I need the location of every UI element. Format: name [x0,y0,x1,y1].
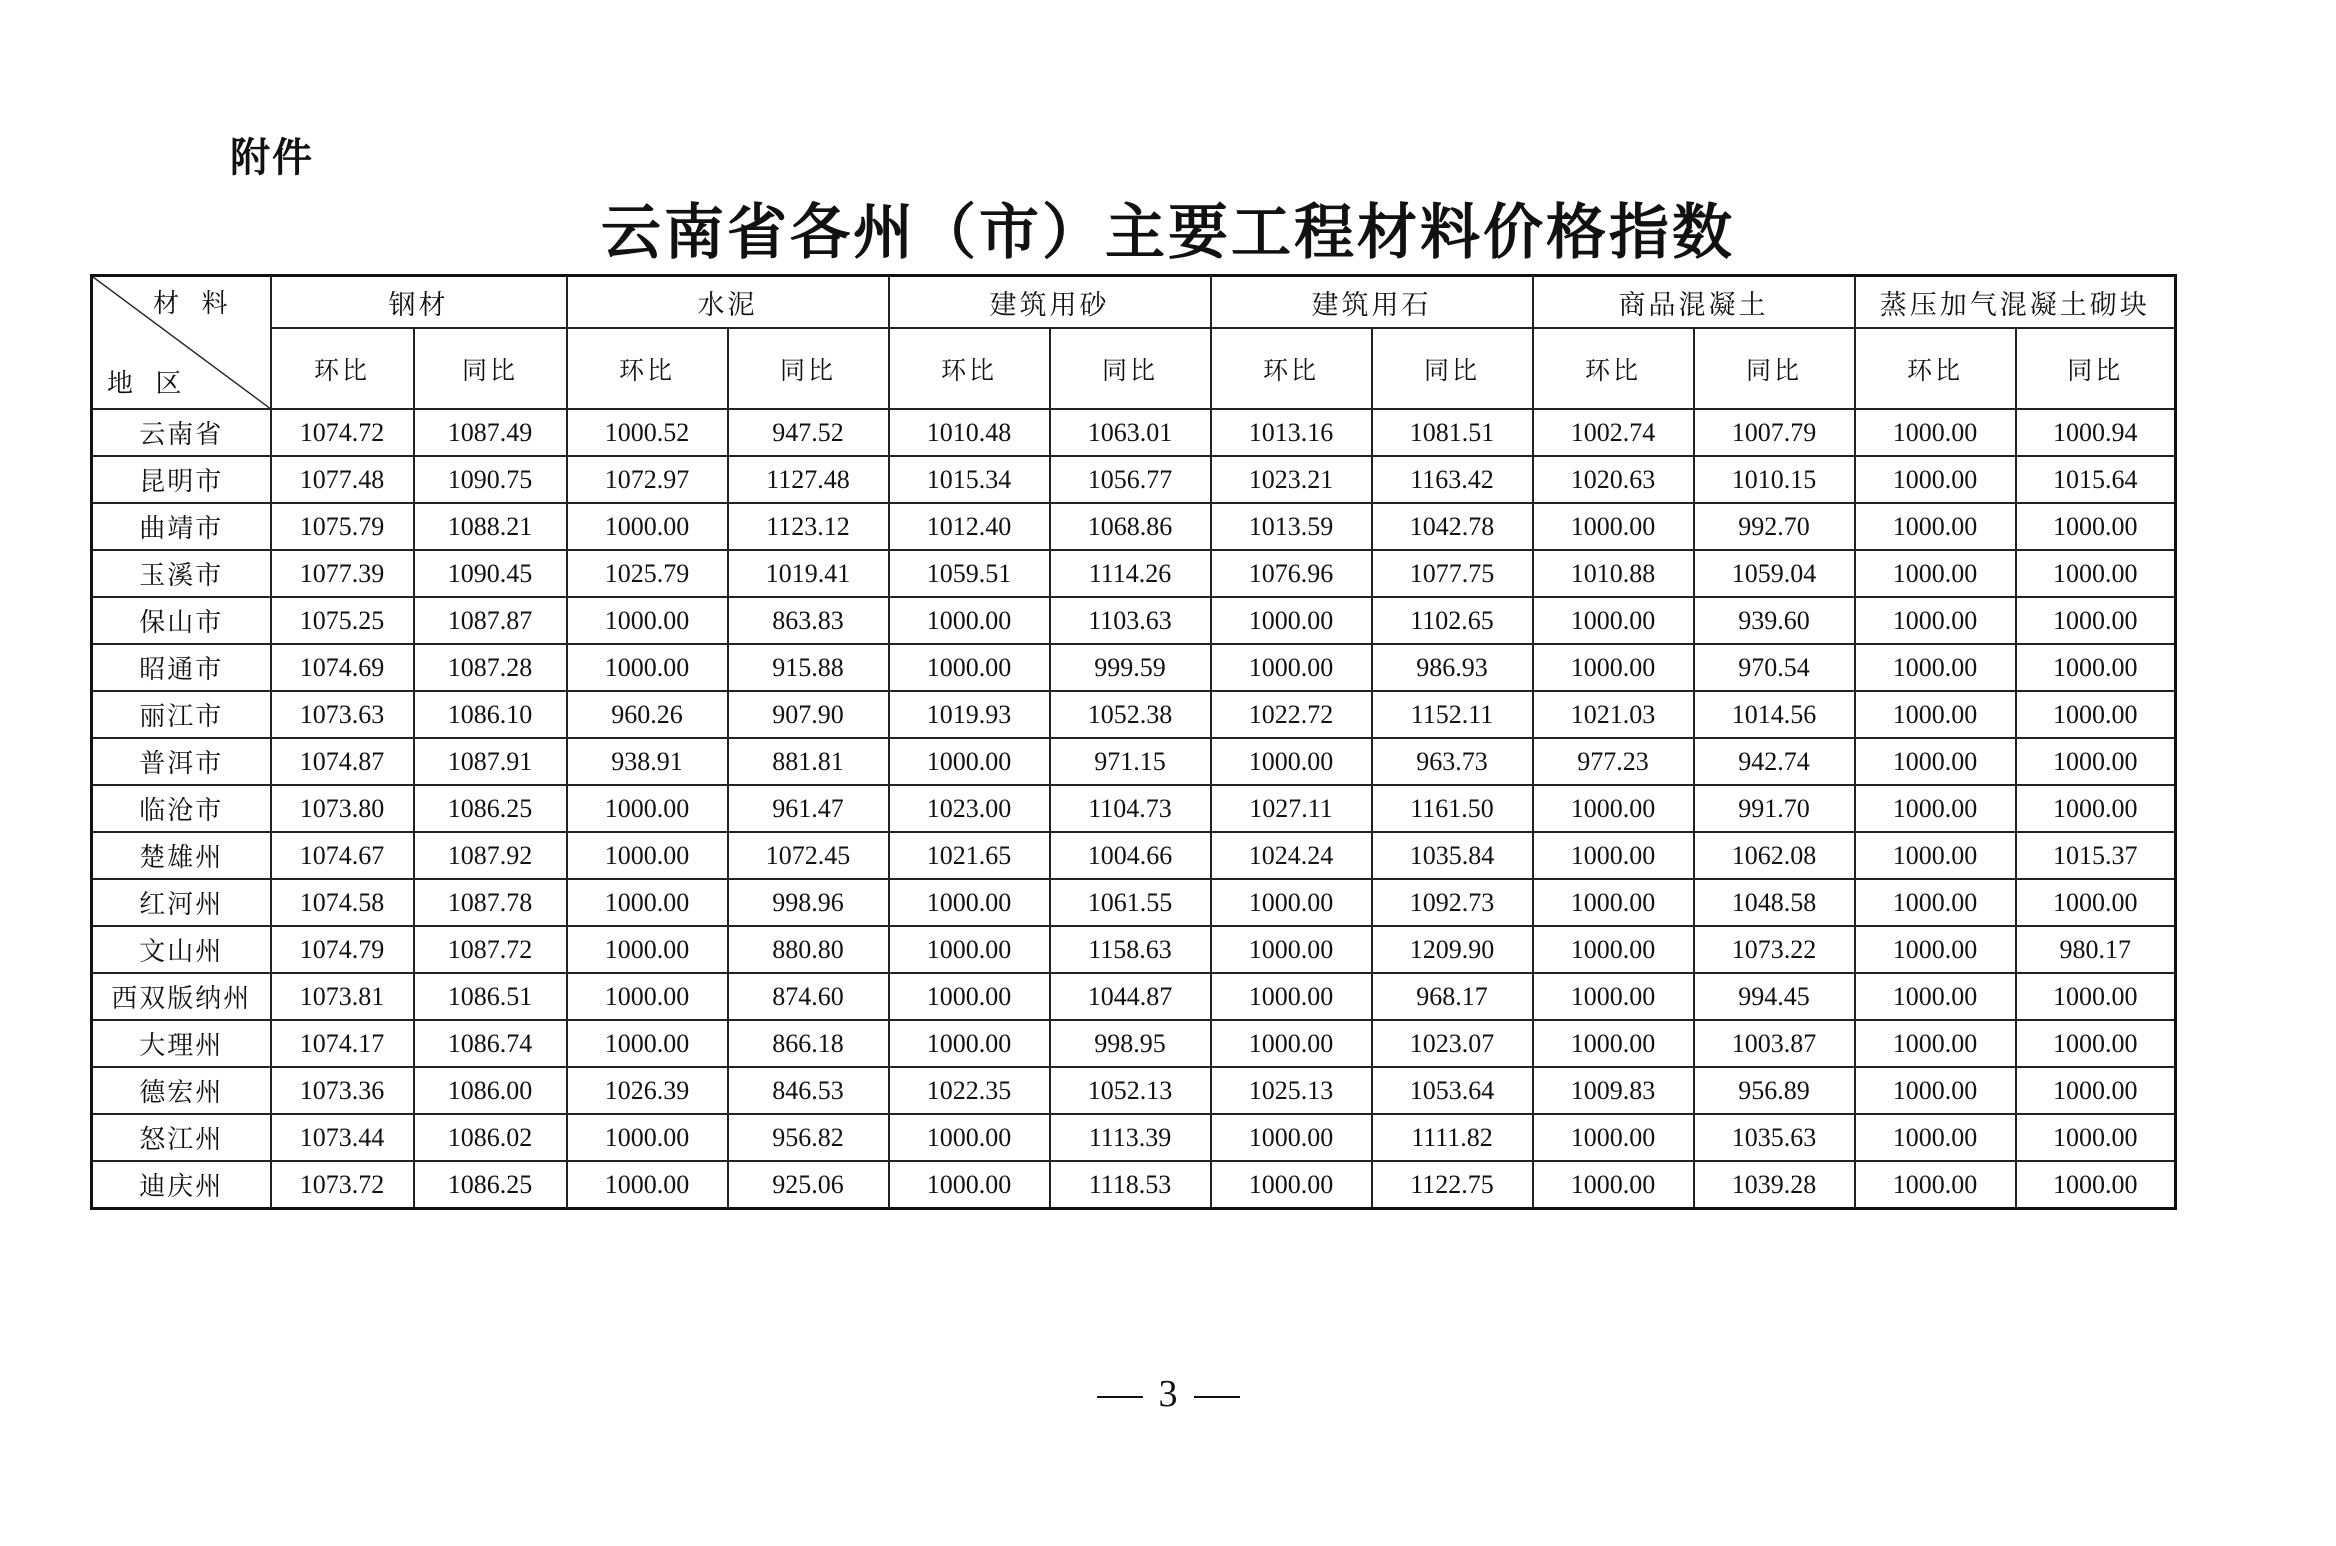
value-cell: 1086.25 [414,1161,567,1209]
value-cell: 939.60 [1694,597,1855,644]
value-cell: 1059.51 [889,550,1050,597]
value-cell: 938.91 [567,738,728,785]
region-cell: 大理州 [92,1020,271,1067]
value-cell: 1022.72 [1211,691,1372,738]
value-cell: 1102.65 [1372,597,1533,644]
value-cell: 971.15 [1050,738,1211,785]
value-cell: 1025.79 [567,550,728,597]
value-cell: 1088.21 [414,503,567,550]
region-cell: 文山州 [92,926,271,973]
table-row [92,1067,2176,1114]
value-cell: 1000.00 [567,973,728,1020]
region-cell: 西双版纳州 [92,973,271,1020]
value-cell: 1068.86 [1050,503,1211,550]
subheader-yoy: 同比 [728,328,889,409]
value-cell: 1020.63 [1533,456,1694,503]
value-cell: 1021.03 [1533,691,1694,738]
value-cell: 1000.00 [2016,550,2176,597]
subheader-mom: 环比 [1533,328,1694,409]
value-cell: 1026.39 [567,1067,728,1114]
page-title: 云南省各州（市）主要工程材料价格指数 [601,198,1735,268]
value-cell: 915.88 [728,644,889,691]
value-cell: 1000.00 [889,879,1050,926]
subheader-mom: 环比 [567,328,728,409]
value-cell: 1000.00 [1533,973,1694,1020]
material-header: 水泥 [567,276,889,329]
subheader-mom: 环比 [1211,328,1372,409]
value-cell: 1000.00 [889,1161,1050,1209]
value-cell: 1010.88 [1533,550,1694,597]
value-cell: 1000.00 [567,1114,728,1161]
value-cell: 1000.00 [1533,926,1694,973]
value-cell: 1074.79 [271,926,414,973]
value-cell: 1086.02 [414,1114,567,1161]
table-row [92,503,2176,550]
value-cell: 1000.00 [1855,1067,2016,1114]
value-cell: 1092.73 [1372,879,1533,926]
value-cell: 880.80 [728,926,889,973]
value-cell: 1024.24 [1211,832,1372,879]
value-cell: 1000.00 [2016,597,2176,644]
value-cell: 1000.00 [567,503,728,550]
value-cell: 1074.87 [271,738,414,785]
value-cell: 1000.00 [889,738,1050,785]
value-cell: 1000.00 [2016,785,2176,832]
region-cell: 红河州 [92,879,271,926]
value-cell: 1074.58 [271,879,414,926]
value-cell: 1158.63 [1050,926,1211,973]
value-cell: 986.93 [1372,644,1533,691]
value-cell: 1118.53 [1050,1161,1211,1209]
subheader-mom: 环比 [889,328,1050,409]
value-cell: 1000.00 [2016,1114,2176,1161]
value-cell: 863.83 [728,597,889,644]
value-cell: 1048.58 [1694,879,1855,926]
value-cell: 1000.00 [567,879,728,926]
value-cell: 1000.00 [1855,1114,2016,1161]
value-cell: 1039.28 [1694,1161,1855,1209]
value-cell: 998.95 [1050,1020,1211,1067]
value-cell: 1000.00 [889,973,1050,1020]
value-cell: 1000.00 [2016,738,2176,785]
value-cell: 1021.65 [889,832,1050,879]
region-cell: 丽江市 [92,691,271,738]
value-cell: 1000.00 [567,832,728,879]
value-cell: 1087.28 [414,644,567,691]
value-cell: 942.74 [1694,738,1855,785]
region-cell: 昭通市 [92,644,271,691]
region-cell: 普洱市 [92,738,271,785]
value-cell: 1000.00 [1533,785,1694,832]
value-cell: 1000.00 [2016,1020,2176,1067]
table-row [92,1114,2176,1161]
subheader-row [92,328,2176,409]
value-cell: 1027.11 [1211,785,1372,832]
value-cell: 961.47 [728,785,889,832]
value-cell: 1000.00 [1533,1161,1694,1209]
value-cell: 1000.00 [1855,926,2016,973]
corner-header-cell [92,276,271,410]
value-cell: 1000.00 [1533,644,1694,691]
value-cell: 1009.83 [1533,1067,1694,1114]
value-cell: 1087.72 [414,926,567,973]
value-cell: 1004.66 [1050,832,1211,879]
value-cell: 1000.00 [2016,879,2176,926]
value-cell: 1152.11 [1372,691,1533,738]
value-cell: 881.81 [728,738,889,785]
value-cell: 1000.00 [1211,644,1372,691]
value-cell: 1086.10 [414,691,567,738]
region-cell: 临沧市 [92,785,271,832]
value-cell: 1000.00 [1855,973,2016,1020]
material-header: 钢材 [271,276,567,329]
value-cell: 999.59 [1050,644,1211,691]
value-cell: 1000.00 [889,1020,1050,1067]
value-cell: 1000.00 [889,1114,1050,1161]
value-cell: 1075.79 [271,503,414,550]
value-cell: 1086.25 [414,785,567,832]
value-cell: 1087.92 [414,832,567,879]
table-row [92,1020,2176,1067]
value-cell: 1086.00 [414,1067,567,1114]
value-cell: 1087.78 [414,879,567,926]
value-cell: 1000.00 [1211,597,1372,644]
value-cell: 1000.00 [1211,973,1372,1020]
value-cell: 1114.26 [1050,550,1211,597]
value-cell: 1000.52 [567,409,728,456]
corner-material-label: 材 料 [152,289,236,318]
value-cell: 1000.00 [1855,832,2016,879]
value-cell: 1052.13 [1050,1067,1211,1114]
value-cell: 1000.00 [1211,879,1372,926]
value-cell: 1023.21 [1211,456,1372,503]
value-cell: 1061.55 [1050,879,1211,926]
value-cell: 1163.42 [1372,456,1533,503]
value-cell: 1081.51 [1372,409,1533,456]
value-cell: 1073.36 [271,1067,414,1114]
value-cell: 1000.00 [2016,1067,2176,1114]
material-header: 建筑用石 [1211,276,1533,329]
attachment-label: 附件 [230,135,314,181]
value-cell: 1015.37 [2016,832,2176,879]
table-row [92,550,2176,597]
value-cell: 1090.45 [414,550,567,597]
value-cell: 874.60 [728,973,889,1020]
material-header: 蒸压加气混凝土砌块 [1855,276,2176,329]
table-row [92,738,2176,785]
value-cell: 998.96 [728,879,889,926]
value-cell: 846.53 [728,1067,889,1114]
region-cell: 云南省 [92,409,271,456]
value-cell: 992.70 [1694,503,1855,550]
value-cell: 1056.77 [1050,456,1211,503]
value-cell: 1073.22 [1694,926,1855,973]
value-cell: 1000.00 [1855,456,2016,503]
value-cell: 1076.96 [1211,550,1372,597]
value-cell: 1003.87 [1694,1020,1855,1067]
value-cell: 1014.56 [1694,691,1855,738]
value-cell: 1161.50 [1372,785,1533,832]
value-cell: 1000.00 [1211,1161,1372,1209]
value-cell: 963.73 [1372,738,1533,785]
value-cell: 1090.75 [414,456,567,503]
value-cell: 1000.00 [1533,832,1694,879]
material-header: 商品混凝土 [1533,276,1855,329]
page-number [0,1372,2336,1416]
value-cell: 1015.34 [889,456,1050,503]
value-cell: 994.45 [1694,973,1855,1020]
region-cell: 玉溪市 [92,550,271,597]
table-row [92,409,2176,456]
value-cell: 980.17 [2016,926,2176,973]
value-cell: 968.17 [1372,973,1533,1020]
value-cell: 991.70 [1694,785,1855,832]
value-cell: 1087.49 [414,409,567,456]
value-cell: 1086.51 [414,973,567,1020]
value-cell: 1019.41 [728,550,889,597]
value-cell: 1073.72 [271,1161,414,1209]
value-cell: 1087.91 [414,738,567,785]
value-cell: 1000.00 [1855,1020,2016,1067]
table-row [92,597,2176,644]
value-cell: 1077.75 [1372,550,1533,597]
material-header-row [92,276,2176,329]
value-cell: 1072.45 [728,832,889,879]
table-row [92,456,2176,503]
value-cell: 1000.00 [1855,644,2016,691]
value-cell: 1035.63 [1694,1114,1855,1161]
region-cell: 昆明市 [92,456,271,503]
value-cell: 1013.16 [1211,409,1372,456]
value-cell: 1111.82 [1372,1114,1533,1161]
page-dash-left [1097,1396,1143,1398]
value-cell: 1025.13 [1211,1067,1372,1114]
value-cell: 1000.00 [1855,879,2016,926]
value-cell: 1074.17 [271,1020,414,1067]
value-cell: 1063.01 [1050,409,1211,456]
value-cell: 1104.73 [1050,785,1211,832]
value-cell: 1010.15 [1694,456,1855,503]
subheader-yoy: 同比 [1372,328,1533,409]
subheader-mom: 环比 [271,328,414,409]
value-cell: 1000.00 [1533,1020,1694,1067]
value-cell: 1053.64 [1372,1067,1533,1114]
value-cell: 1000.00 [1855,1161,2016,1209]
value-cell: 1073.81 [271,973,414,1020]
value-cell: 1000.00 [889,644,1050,691]
value-cell: 1074.72 [271,409,414,456]
value-cell: 1073.44 [271,1114,414,1161]
value-cell: 1000.00 [1533,503,1694,550]
table-row [92,832,2176,879]
subheader-yoy: 同比 [1694,328,1855,409]
value-cell: 1000.00 [567,1020,728,1067]
value-cell: 1000.00 [2016,644,2176,691]
value-cell: 1015.64 [2016,456,2176,503]
price-index-table [90,274,2177,1210]
table-row [92,1161,2176,1209]
subheader-yoy: 同比 [2016,328,2176,409]
value-cell: 1019.93 [889,691,1050,738]
value-cell: 1000.00 [889,926,1050,973]
value-cell: 1062.08 [1694,832,1855,879]
value-cell: 1077.39 [271,550,414,597]
value-cell: 1074.69 [271,644,414,691]
value-cell: 1000.00 [1855,738,2016,785]
value-cell: 1023.00 [889,785,1050,832]
value-cell: 1012.40 [889,503,1050,550]
value-cell: 1010.48 [889,409,1050,456]
value-cell: 956.89 [1694,1067,1855,1114]
value-cell: 1127.48 [728,456,889,503]
table-row [92,691,2176,738]
value-cell: 1122.75 [1372,1161,1533,1209]
value-cell: 1000.94 [2016,409,2176,456]
value-cell: 1000.00 [1211,926,1372,973]
value-cell: 1086.74 [414,1020,567,1067]
value-cell: 1075.25 [271,597,414,644]
value-cell: 956.82 [728,1114,889,1161]
region-cell: 德宏州 [92,1067,271,1114]
page-dash-right [1194,1396,1240,1398]
value-cell: 1007.79 [1694,409,1855,456]
value-cell: 1000.00 [2016,1161,2176,1209]
value-cell: 1044.87 [1050,973,1211,1020]
value-cell: 866.18 [728,1020,889,1067]
value-cell: 1023.07 [1372,1020,1533,1067]
value-cell: 925.06 [728,1161,889,1209]
value-cell: 1123.12 [728,503,889,550]
page-number-value: 3 [1158,1373,1178,1415]
value-cell: 907.90 [728,691,889,738]
table-row [92,785,2176,832]
value-cell: 1073.80 [271,785,414,832]
value-cell: 1000.00 [1855,691,2016,738]
subheader-mom: 环比 [1855,328,2016,409]
region-cell: 怒江州 [92,1114,271,1161]
value-cell: 1013.59 [1211,503,1372,550]
value-cell: 1000.00 [1533,597,1694,644]
region-cell: 迪庆州 [92,1161,271,1209]
value-cell: 1000.00 [567,1161,728,1209]
region-cell: 楚雄州 [92,832,271,879]
value-cell: 1000.00 [1855,503,2016,550]
table-row [92,879,2176,926]
value-cell: 1000.00 [1855,597,2016,644]
value-cell: 1072.97 [567,456,728,503]
value-cell: 1074.67 [271,832,414,879]
value-cell: 1000.00 [2016,503,2176,550]
value-cell: 1000.00 [567,926,728,973]
value-cell: 1000.00 [1533,1114,1694,1161]
table-row [92,644,2176,691]
subheader-yoy: 同比 [1050,328,1211,409]
value-cell: 977.23 [1533,738,1694,785]
table-row [92,926,2176,973]
value-cell: 1052.38 [1050,691,1211,738]
corner-region-label: 地 区 [107,369,190,398]
value-cell: 970.54 [1694,644,1855,691]
value-cell: 1000.00 [1211,738,1372,785]
value-cell: 1042.78 [1372,503,1533,550]
value-cell: 1035.84 [1372,832,1533,879]
material-header: 建筑用砂 [889,276,1211,329]
value-cell: 1073.63 [271,691,414,738]
value-cell: 1000.00 [567,597,728,644]
value-cell: 1000.00 [1533,879,1694,926]
value-cell: 1087.87 [414,597,567,644]
value-cell: 1000.00 [1855,409,2016,456]
subheader-yoy: 同比 [414,328,567,409]
region-cell: 保山市 [92,597,271,644]
value-cell: 1000.00 [2016,691,2176,738]
value-cell: 1000.00 [1855,550,2016,597]
value-cell: 960.26 [567,691,728,738]
value-cell: 1209.90 [1372,926,1533,973]
value-cell: 1000.00 [567,785,728,832]
value-cell: 1002.74 [1533,409,1694,456]
value-cell: 1000.00 [567,644,728,691]
value-cell: 947.52 [728,409,889,456]
value-cell: 1103.63 [1050,597,1211,644]
table-row [92,973,2176,1020]
value-cell: 1113.39 [1050,1114,1211,1161]
value-cell: 1000.00 [1855,785,2016,832]
value-cell: 1059.04 [1694,550,1855,597]
value-cell: 1000.00 [2016,973,2176,1020]
value-cell: 1000.00 [1211,1020,1372,1067]
value-cell: 1077.48 [271,456,414,503]
region-cell: 曲靖市 [92,503,271,550]
value-cell: 1022.35 [889,1067,1050,1114]
value-cell: 1000.00 [889,597,1050,644]
value-cell: 1000.00 [1211,1114,1372,1161]
